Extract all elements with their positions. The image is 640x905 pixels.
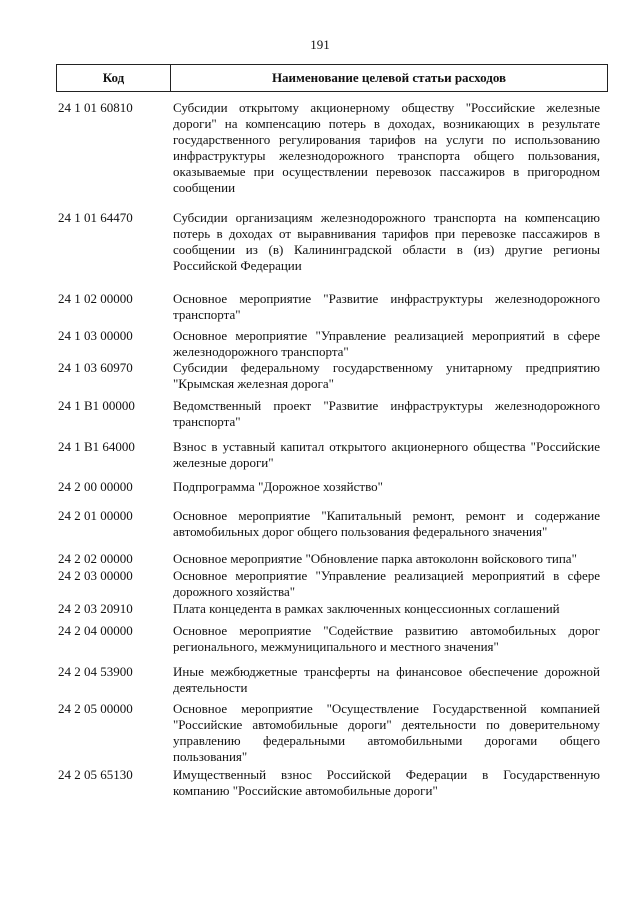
table-row	[56, 328, 608, 360]
table-row	[56, 701, 608, 765]
row-name: Основное мероприятие "Управление реализацией мероприятий в сфере дорожного хозяйства"	[173, 568, 600, 599]
row-code: 24 1 B1 00000	[58, 398, 135, 413]
row-name: Основное мероприятие "Содействие развитию автомобильных дорог регионального, межмуниципального и местного значения"	[173, 623, 600, 654]
row-name: Плата концедента в рамках заключенных концессионных соглашений	[173, 601, 560, 616]
row-code: 24 2 05 65130	[58, 767, 133, 782]
row-code: 24 2 03 00000	[58, 568, 133, 583]
table-row	[56, 210, 608, 274]
table-row	[56, 767, 608, 799]
budget-table-body	[56, 100, 608, 799]
row-code: 24 2 00 00000	[58, 479, 133, 494]
row-code: 24 2 02 00000	[58, 551, 133, 566]
row-name: Субсидии открытому акционерному обществу "Российские железные дороги" на компенсацию потерь в доходах, возникающих в результате государственного регулирования тарифов на услуги по использованию инфраструктуры железнодорожного транспорта общего пользования, оказываемые при осуществлении перевозок пассажиров в пригородном сообщении	[173, 100, 600, 195]
table-row	[56, 664, 608, 696]
page-number: 191	[310, 37, 330, 52]
row-name: Иные межбюджетные трансферты на финансовое обеспечение дорожной деятельности	[173, 664, 600, 695]
table-row	[56, 508, 608, 540]
table-row	[56, 623, 608, 655]
row-code: 24 1 02 00000	[58, 291, 133, 306]
row-name: Основное мероприятие "Осуществление Государственной компанией "Российские автомобильные дороги" деятельности по доверительному управлению федеральными автомобильными дорогами общего пользования"	[173, 701, 600, 764]
row-name: Субсидии организациям железнодорожного транспорта на компенсацию потерь в доходах от выравнивания тарифов при перевозке пассажиров в сообщении из (в) Калининградской области в (из) другие регионы Российской Федерации	[173, 210, 600, 273]
row-name: Подпрограмма "Дорожное хозяйство"	[173, 479, 383, 494]
row-name: Основное мероприятие "Управление реализацией мероприятий в сфере железнодорожного транспорта"	[173, 328, 600, 359]
table-row	[56, 479, 608, 495]
table-row	[56, 291, 608, 323]
row-code: 24 1 B1 64000	[58, 439, 135, 454]
row-code: 24 2 04 53900	[58, 664, 133, 679]
table-row	[56, 360, 608, 392]
column-header-name: Наименование целевой статьи расходов	[271, 70, 507, 85]
row-name: Ведомственный проект "Развитие инфраструктуры железнодорожного транспорта"	[173, 398, 600, 429]
table-row	[56, 601, 608, 617]
row-code: 24 1 01 60810	[58, 100, 133, 115]
table-header	[56, 64, 608, 92]
row-code: 24 1 03 00000	[58, 328, 133, 343]
row-name: Основное мероприятие "Капитальный ремонт, ремонт и содержание автомобильных дорог общего пользования федерального значения"	[173, 508, 600, 539]
column-header-code: Код	[57, 65, 171, 91]
row-name: Основное мероприятие "Обновление парка автоколонн войскового типа"	[173, 551, 577, 566]
row-name: Взнос в уставный капитал открытого акционерного общества "Российские железные дороги"	[173, 439, 600, 470]
row-name: Субсидии федеральному государственному унитарному предприятию "Крымская железная дорога"	[173, 360, 600, 391]
row-name: Имущественный взнос Российской Федерации в Государственную компанию "Российские автомобильные дороги"	[173, 767, 600, 798]
table-row	[56, 568, 608, 600]
table-row	[56, 439, 608, 471]
row-code: 24 2 05 00000	[58, 701, 133, 716]
row-code: 24 1 01 64470	[58, 210, 133, 225]
table-row	[56, 551, 608, 567]
row-code: 24 2 03 20910	[58, 601, 133, 616]
row-name: Основное мероприятие "Развитие инфраструктуры железнодорожного транспорта"	[173, 291, 600, 322]
row-code: 24 2 01 00000	[58, 508, 133, 523]
row-code: 24 2 04 00000	[58, 623, 133, 638]
table-row	[56, 398, 608, 430]
table-row	[56, 100, 608, 196]
row-code: 24 1 03 60970	[58, 360, 133, 375]
